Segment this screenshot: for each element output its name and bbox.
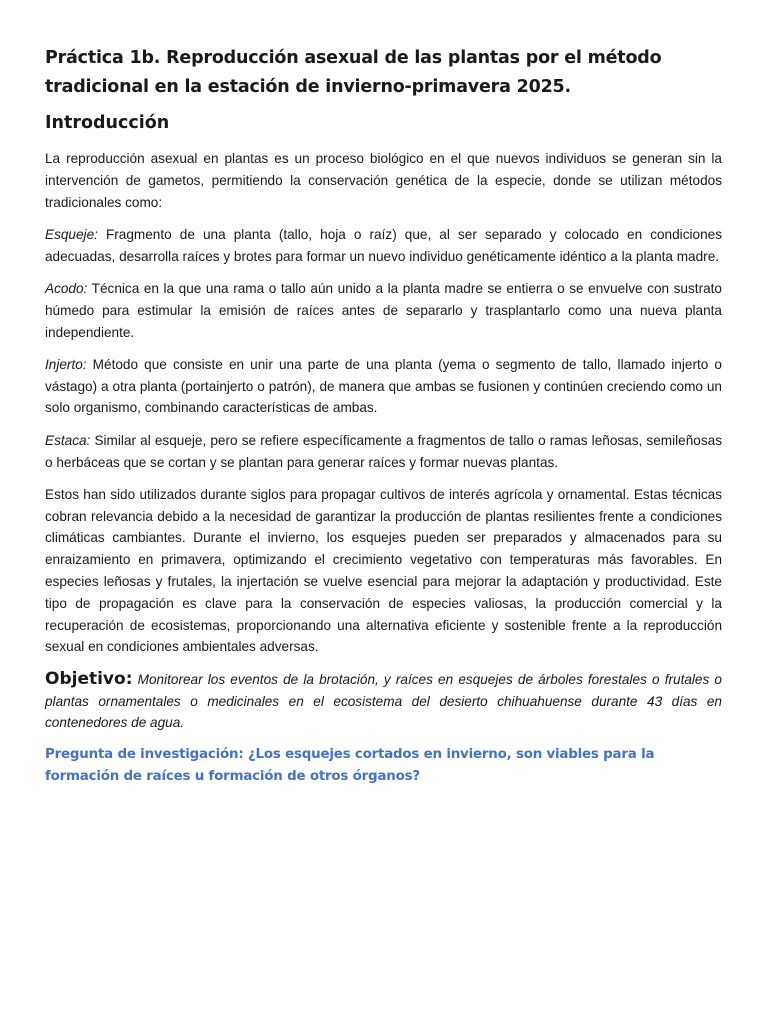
method-injerto bbox=[45, 354, 722, 419]
method-term: Injerto: bbox=[45, 356, 87, 372]
objective-label: Objetivo: bbox=[45, 668, 133, 689]
method-estaca bbox=[45, 430, 722, 474]
method-description: Similar al esqueje, pero se refiere específicamente a fragmentos de tallo o ramas leñosas, semileñosas o herbáceas que se cortan y se plantan para generar raíces y formar nuevas plantas. bbox=[45, 432, 722, 470]
document-title: Práctica 1b. Reproducción asexual de las plantas por el método tradicional en la estación de invierno-primavera 2025. bbox=[45, 48, 662, 97]
method-description: Fragmento de una planta (tallo, hoja o raíz) que, al ser separado y colocado en condiciones adecuadas, desarrolla raíces y brotes para formar un nuevo individuo genéticamente idéntico a la planta madre. bbox=[45, 226, 722, 264]
introduction-heading: Introducción bbox=[45, 113, 170, 133]
document-page bbox=[45, 44, 722, 788]
method-acodo bbox=[45, 278, 722, 343]
method-term: Estaca: bbox=[45, 432, 91, 448]
objective-paragraph bbox=[45, 669, 722, 734]
research-question: Pregunta de investigación: ¿Los esquejes cortados en invierno, son viables para la formación de raíces u formación de otros órganos? bbox=[45, 747, 655, 785]
method-esqueje bbox=[45, 224, 722, 268]
introduction-paragraph: La reproducción asexual en plantas es un proceso biológico en el que nuevos individuos se generan sin la intervención de gametos, permitiendo la conservación genética de la especie, donde se utilizan métodos tradicionales como: bbox=[45, 151, 722, 210]
method-description: Técnica en la que una rama o tallo aún unido a la planta madre se entierra o se envuelve con sustrato húmedo para estimular la emisión de raíces antes de separarlo y trasplantarlo como una nueva planta independiente. bbox=[45, 280, 722, 340]
objective-text: Monitorear los eventos de la brotación, y raíces en esquejes de árboles forestales o frutales o plantas ornamentales o medicinales en el ecosistema del desierto chihuahuense durante 43 días en contenedores de agua. bbox=[45, 671, 722, 731]
method-term: Esqueje: bbox=[45, 226, 98, 242]
method-term: Acodo: bbox=[45, 280, 88, 296]
method-description: Método que consiste en unir una parte de una planta (yema o segmento de tallo, llamado injerto o vástago) a otra planta (portainjerto o patrón), de manera que ambas se fusionen y continúen creciendo como un solo organismo, combinando características de ambas. bbox=[45, 356, 722, 416]
context-paragraph: Estos han sido utilizados durante siglos para propagar cultivos de interés agrícola y ornamental. Estas técnicas cobran relevancia debido a la necesidad de garantizar la producción de plantas resilientes frente a condiciones climáticas cambiantes. Durante el invierno, los esquejes pueden ser preparados y almacenados para su enraizamiento en primavera, optimizando el crecimiento vegetativo con temperaturas más favorables. En especies leñosas y frutales, la injertación se vuelve esencial para mejorar la adaptación y productividad. Este tipo de propagación es clave para la conservación de especies valiosas, la producción comercial y la recuperación de ecosistemas, proporcionando una alternativa eficiente y sostenible frente a la reproducción sexual en condiciones ambientales adversas. bbox=[45, 486, 722, 655]
